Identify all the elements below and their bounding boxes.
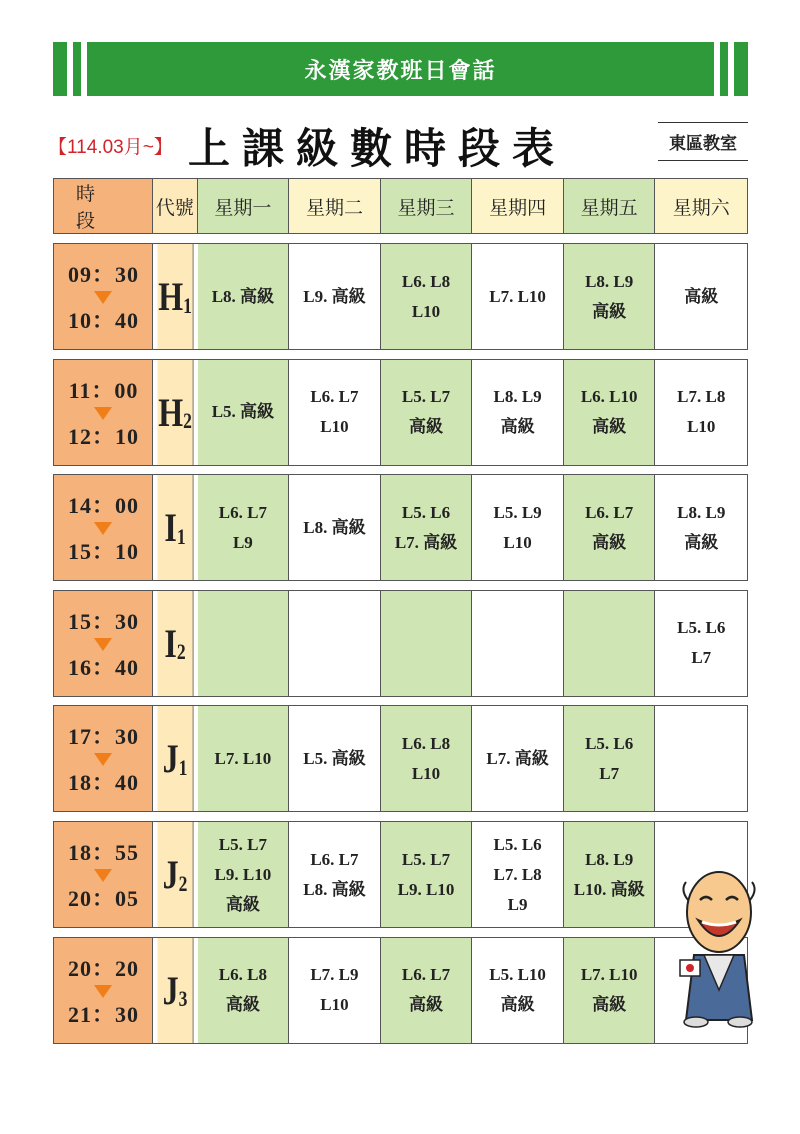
time-slot bbox=[54, 822, 153, 927]
schedule-cell: L7. L10 bbox=[198, 706, 290, 811]
header-day: 星期六 bbox=[655, 179, 747, 233]
period-code bbox=[157, 822, 193, 927]
start-time: 15：30 bbox=[67, 608, 139, 634]
schedule-cell: L5. L6 L7 bbox=[655, 591, 747, 696]
start-time: 09：30 bbox=[67, 262, 139, 287]
subtitle-row bbox=[48, 112, 753, 173]
period-row bbox=[53, 359, 748, 466]
schedule-cell: L6. L10 高級 bbox=[564, 360, 656, 465]
end-time: 10：40 bbox=[67, 308, 139, 333]
down-arrow-icon bbox=[94, 638, 112, 651]
end-time: 21：30 bbox=[67, 1001, 139, 1027]
schedule-cell: L7. L8 L10 bbox=[655, 360, 747, 465]
schedule-cell bbox=[381, 591, 473, 696]
schedule-cell: L5. L6 L7. L8 L9 bbox=[472, 822, 564, 927]
schedule-cell: L6. L7 L9 bbox=[198, 475, 290, 580]
schedule-cell: L5. L6 L7. 高級 bbox=[381, 475, 473, 580]
branch-label: 東區教室 bbox=[658, 122, 748, 161]
period-row bbox=[53, 821, 748, 928]
schedule-cell: L6. L7 高級 bbox=[381, 938, 473, 1043]
schedule-cell: L6. L7 L10 bbox=[289, 360, 381, 465]
schedule-cell: L8. L9 高級 bbox=[564, 244, 656, 349]
schedule-cell: L5. L10 高級 bbox=[472, 938, 564, 1043]
period-code-letter: I bbox=[164, 620, 177, 666]
page-title: 上課級數時段表 bbox=[188, 124, 567, 173]
period-code-number: 2 bbox=[178, 870, 188, 896]
banner-title: 永漢家教班日會話 bbox=[304, 58, 497, 84]
end-time: 18：40 bbox=[67, 770, 139, 796]
period-row bbox=[53, 705, 748, 812]
time-slot bbox=[54, 244, 153, 349]
schedule-cell bbox=[198, 591, 290, 696]
header-day: 星期五 bbox=[564, 179, 656, 233]
banner-stripe bbox=[728, 42, 734, 96]
period-row bbox=[53, 243, 748, 350]
down-arrow-icon bbox=[94, 522, 112, 535]
schedule-cell: L8. L9 高級 bbox=[472, 360, 564, 465]
period-code bbox=[157, 475, 193, 580]
schedule-cell: L5. 高級 bbox=[198, 360, 290, 465]
header-day: 星期一 bbox=[198, 179, 290, 233]
schedule-cell: L5. L9 L10 bbox=[472, 475, 564, 580]
period-code-number: 1 bbox=[176, 523, 186, 549]
period-code bbox=[157, 706, 193, 811]
period-code-letter: I bbox=[164, 505, 177, 551]
period-row bbox=[53, 937, 748, 1044]
banner-stripe bbox=[67, 42, 73, 96]
schedule-cell: L6. L7 高級 bbox=[564, 475, 656, 580]
schedule-cell: L5. L6 L7 bbox=[564, 706, 656, 811]
schedule-cell: L5. L7 L9. L10 高級 bbox=[198, 822, 290, 927]
schedule-cell bbox=[655, 706, 747, 811]
start-time: 18：55 bbox=[67, 840, 139, 865]
schedule-cell: L9. 高級 bbox=[289, 244, 381, 349]
period-code-number: 3 bbox=[178, 986, 188, 1012]
schedule-cell: L5. L7 高級 bbox=[381, 360, 473, 465]
period-code-number: 1 bbox=[182, 292, 192, 318]
down-arrow-icon bbox=[94, 753, 112, 766]
term-label: 【114.03月~】 bbox=[48, 137, 173, 158]
start-time: 20：20 bbox=[67, 955, 139, 981]
period-code bbox=[157, 938, 193, 1043]
schedule-cell: L7. L9 L10 bbox=[289, 938, 381, 1043]
down-arrow-icon bbox=[94, 407, 112, 420]
down-arrow-icon bbox=[94, 869, 112, 882]
schedule-cell: L8. L9 高級 bbox=[655, 475, 747, 580]
period-code bbox=[157, 360, 193, 465]
schedule-cell: L5. L7 L9. L10 bbox=[381, 822, 473, 927]
time-slot bbox=[54, 706, 153, 811]
schedule-cell: L8. 高級 bbox=[198, 244, 290, 349]
mascot-illustration bbox=[674, 860, 764, 1030]
schedule-cell: L6. L8 高級 bbox=[198, 938, 290, 1043]
start-time: 14：00 bbox=[67, 493, 139, 519]
schedule-cell: 高級 bbox=[655, 244, 747, 349]
period-code-letter: H bbox=[157, 274, 183, 319]
schedule-cell bbox=[472, 591, 564, 696]
end-time: 12：10 bbox=[67, 423, 139, 449]
period-code-number: 2 bbox=[182, 408, 192, 434]
schedule-cell: L6. L7 L8. 高級 bbox=[289, 822, 381, 927]
period-code-letter: J bbox=[162, 852, 179, 897]
header-day: 星期二 bbox=[289, 179, 381, 233]
banner-stripe bbox=[714, 42, 720, 96]
time-slot bbox=[54, 938, 153, 1043]
schedule-cell: L7. L10 高級 bbox=[564, 938, 656, 1043]
schedule-cell: L5. 高級 bbox=[289, 706, 381, 811]
schedule-cell bbox=[564, 591, 656, 696]
table-header bbox=[53, 178, 748, 234]
banner-stripe bbox=[81, 42, 87, 96]
title-banner bbox=[53, 42, 748, 96]
time-slot bbox=[54, 591, 153, 696]
period-code bbox=[157, 244, 193, 349]
period-code-number: 1 bbox=[178, 754, 188, 780]
start-time: 11：00 bbox=[68, 377, 139, 403]
period-row bbox=[53, 474, 748, 581]
header-time: 時段 bbox=[54, 179, 153, 233]
end-time: 15：10 bbox=[67, 539, 139, 565]
schedule-cell: L8. L9 L10. 高級 bbox=[564, 822, 656, 927]
schedule-cell: L6. L8 L10 bbox=[381, 244, 473, 349]
schedule-cell: L7. 高級 bbox=[472, 706, 564, 811]
header-day: 星期三 bbox=[381, 179, 473, 233]
period-row bbox=[53, 590, 748, 697]
time-slot bbox=[54, 475, 153, 580]
schedule-cell bbox=[289, 591, 381, 696]
period-code bbox=[157, 591, 193, 696]
period-code-letter: J bbox=[162, 736, 179, 782]
period-code-letter: J bbox=[162, 967, 179, 1013]
end-time: 16：40 bbox=[67, 654, 139, 680]
time-slot bbox=[54, 360, 153, 465]
period-code-letter: H bbox=[157, 389, 183, 435]
header-code: 代號 bbox=[153, 179, 198, 233]
header-day: 星期四 bbox=[472, 179, 564, 233]
end-time: 20：05 bbox=[67, 886, 139, 911]
down-arrow-icon bbox=[94, 985, 112, 998]
schedule-cell: L6. L8 L10 bbox=[381, 706, 473, 811]
period-code-number: 2 bbox=[176, 639, 186, 665]
down-arrow-icon bbox=[94, 291, 112, 304]
schedule-cell: L8. 高級 bbox=[289, 475, 381, 580]
start-time: 17：30 bbox=[67, 724, 139, 750]
schedule-cell: L7. L10 bbox=[472, 244, 564, 349]
